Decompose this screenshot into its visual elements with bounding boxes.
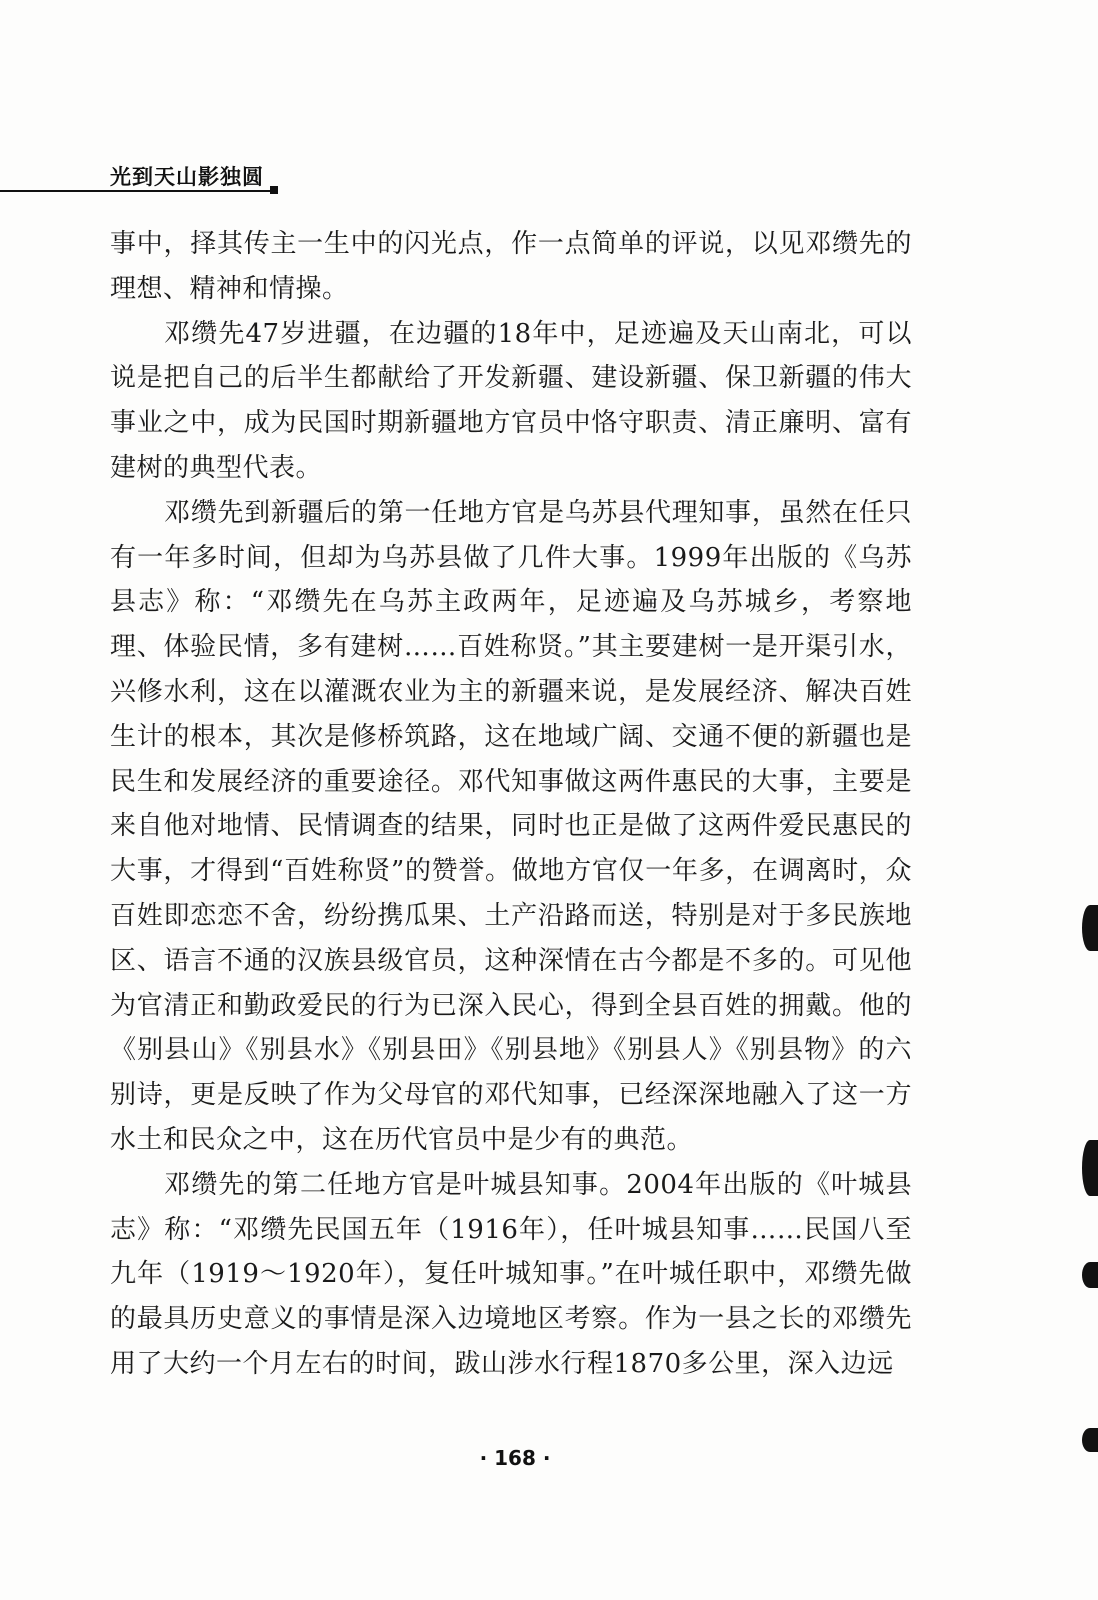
header-rule	[0, 190, 272, 192]
running-header	[0, 164, 285, 194]
scan-edge-mark	[1082, 905, 1098, 951]
paragraph: 邓缵先的第二任地方官是叶城县知事。2004年出版的《叶城县志》称：“邓缵先民国五年（1916年），任叶城县知事……民国八至九年（1919～1920年），复任叶城知事。”在叶城任职中，邓缵先做的最具历史意义的事情是深入边境地区考察。作为一县之长的邓缵先用了大约一个月左右的时间，跋山涉水行程1870多公里，深入边远	[110, 1169, 912, 1379]
scan-edge-mark	[1082, 1262, 1098, 1288]
header-square-mark	[270, 186, 278, 194]
paragraph: 邓缵先47岁进疆，在边疆的18年中，足迹遍及天山南北，可以说是把自己的后半生都献给了开发新疆、建设新疆、保卫新疆的伟大事业之中，成为民国时期新疆地方官员中恪守职责、清正廉明、富有建树的典型代表。	[110, 318, 912, 483]
paragraph-continued: 事中，择其传主一生中的闪光点，作一点简单的评说，以见邓缵先的理想、精神和情操。	[110, 229, 912, 304]
paragraph: 邓缵先到新疆后的第一任地方官是乌苏县代理知事，虽然在任只有一年多时间，但却为乌苏县做了几件大事。1999年出版的《乌苏县志》称：“邓缵先在乌苏主政两年，足迹遍及乌苏城乡，考察地理、体验民情，多有建树……百姓称贤。”其主要建树一是开渠引水，兴修水利，这在以灌溉农业为主的新疆来说，是发展经济、解决百姓生计的根本，其次是修桥筑路，这在地域广阔、交通不便的新疆也是民生和发展经济的重要途径。邓代知事做这两件惠民的大事，主要是来自他对地情、民情调查的结果，同时也正是做了这两件爱民惠民的大事，才得到“百姓称贤”的赞誉。做地方官仅一年多，在调离时，众百姓即恋恋不舍，纷纷携瓜果、土产沿路而送，特别是对于多民族地区、语言不通的汉族县级官员，这种深情在古今都是不多的。可见他为官清正和勤政爱民的行为已深入民心，得到全县百姓的拥戴。他的《别县山》《别县水》《别县田》《别县地》《别县人》《别县物》的六别诗，更是反映了作为父母官的邓代知事，已经深深地融入了这一方水土和民众之中，这在历代官员中是少有的典范。	[110, 497, 912, 1155]
page-number: · 168 ·	[479, 1446, 551, 1470]
scan-edge-mark	[1082, 1140, 1098, 1196]
running-title: 光到天山影独圆	[110, 165, 264, 189]
scan-edge-mark	[1082, 1428, 1098, 1452]
body-text	[110, 222, 912, 1387]
